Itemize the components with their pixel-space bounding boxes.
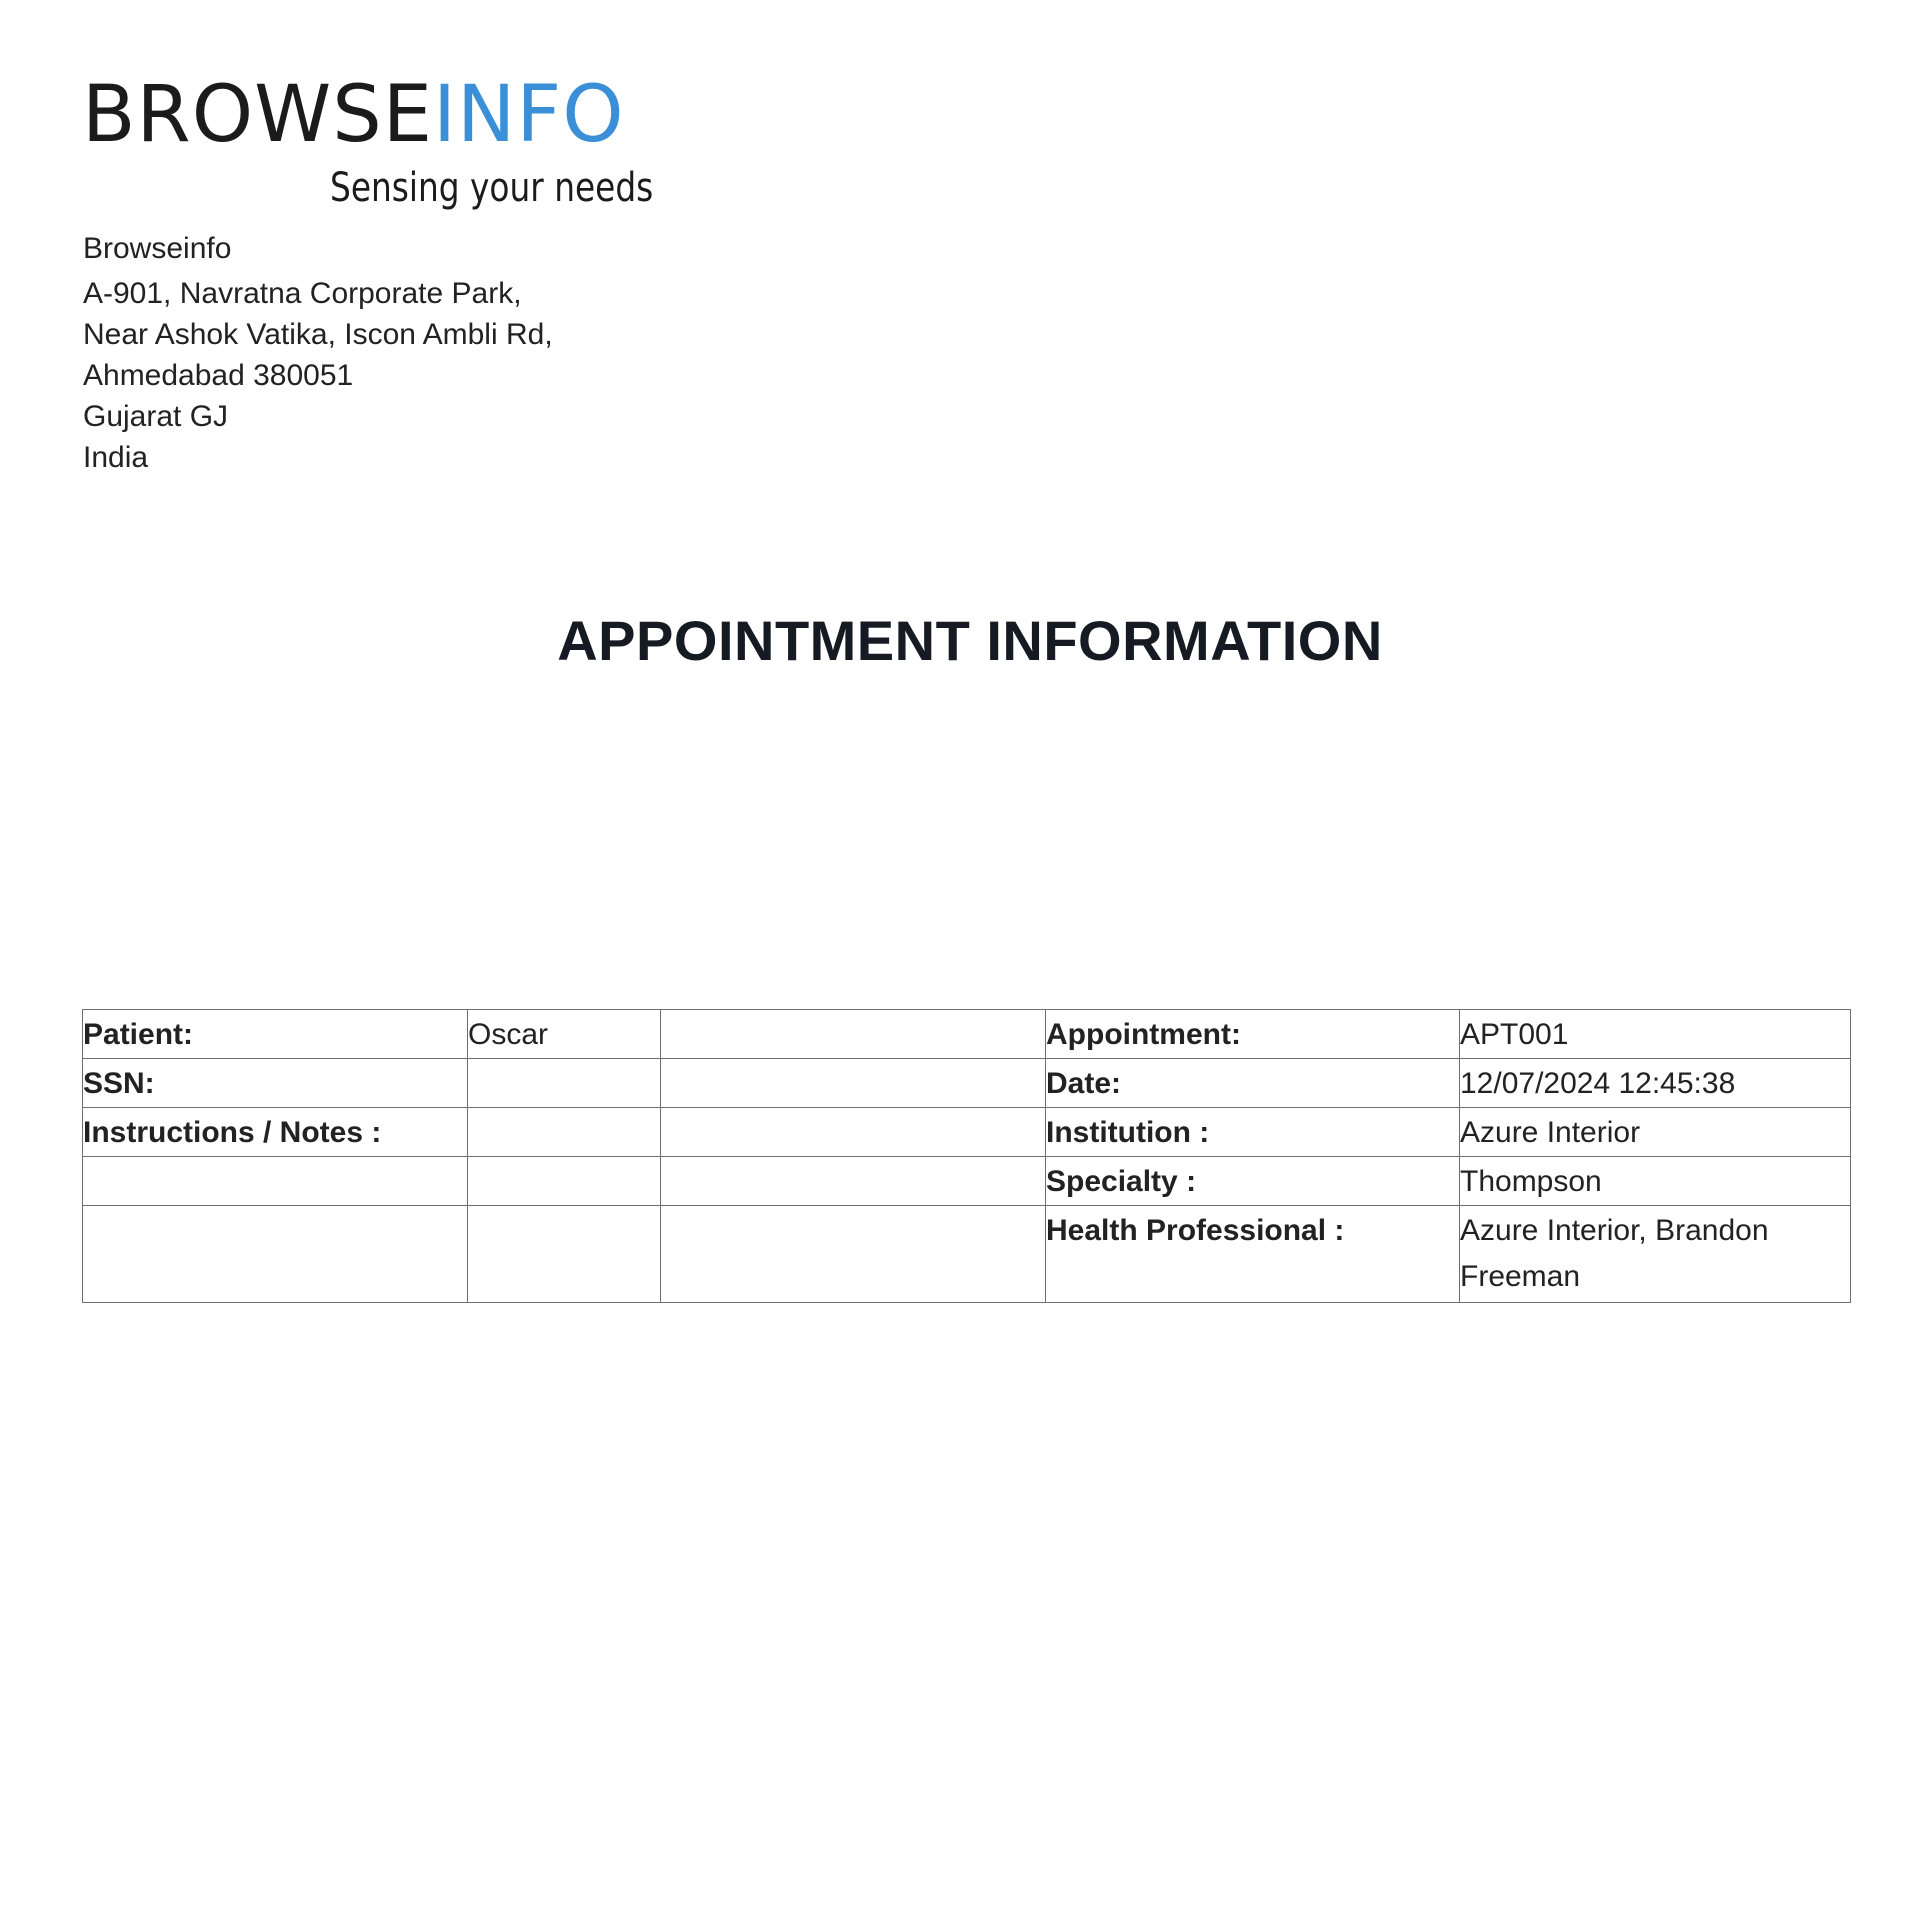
- instructions-value: [468, 1108, 661, 1157]
- health-professional-value: Azure Interior, Brandon Freeman: [1460, 1206, 1851, 1303]
- address-line: Near Ashok Vatika, Iscon Ambli Rd,: [83, 318, 553, 351]
- instructions-label: Instructions / Notes :: [83, 1108, 468, 1157]
- ssn-label: SSN:: [83, 1059, 468, 1108]
- table-row: [83, 1010, 1851, 1059]
- empty-cell: [83, 1157, 468, 1206]
- patient-label: Patient:: [83, 1010, 468, 1059]
- logo-wordmark: [82, 72, 625, 158]
- appointment-label: Appointment:: [1046, 1010, 1460, 1059]
- institution-label: Institution :: [1046, 1108, 1460, 1157]
- institution-value: Azure Interior: [1460, 1108, 1851, 1157]
- specialty-label: Specialty :: [1046, 1157, 1460, 1206]
- patient-value: Oscar: [468, 1010, 661, 1059]
- logo-word-blue: INFO: [433, 70, 625, 160]
- specialty-value: Thompson: [1460, 1157, 1851, 1206]
- address-line: Ahmedabad 380051: [83, 359, 354, 392]
- date-value: 12/07/2024 12:45:38: [1460, 1059, 1851, 1108]
- appointment-value: APT001: [1460, 1010, 1851, 1059]
- empty-cell: [661, 1010, 1046, 1059]
- address-line: Gujarat GJ: [83, 400, 229, 433]
- date-label: Date:: [1046, 1059, 1460, 1108]
- empty-cell: [468, 1157, 661, 1206]
- empty-cell: [661, 1059, 1046, 1108]
- health-professional-label: Health Professional :: [1046, 1206, 1460, 1303]
- address-line: India: [83, 441, 149, 474]
- logo-word-dark: BROWSE: [82, 70, 434, 160]
- empty-cell: [661, 1206, 1046, 1303]
- table-row: [83, 1059, 1851, 1108]
- table-row: [83, 1157, 1851, 1206]
- empty-cell: [661, 1157, 1046, 1206]
- logo-tagline: Sensing your needs: [330, 165, 654, 211]
- table-row: [83, 1206, 1851, 1303]
- address-line: A-901, Navratna Corporate Park,: [83, 277, 522, 310]
- appointment-table: [82, 1009, 1851, 1303]
- empty-cell: [468, 1206, 661, 1303]
- company-address: [83, 228, 553, 478]
- company-logo: [82, 70, 654, 222]
- company-name: Browseinfo: [83, 232, 232, 265]
- empty-cell: [661, 1108, 1046, 1157]
- page-title: APPOINTMENT INFORMATION: [557, 609, 1383, 672]
- table-row: [83, 1108, 1851, 1157]
- ssn-value: [468, 1059, 661, 1108]
- empty-cell: [83, 1206, 468, 1303]
